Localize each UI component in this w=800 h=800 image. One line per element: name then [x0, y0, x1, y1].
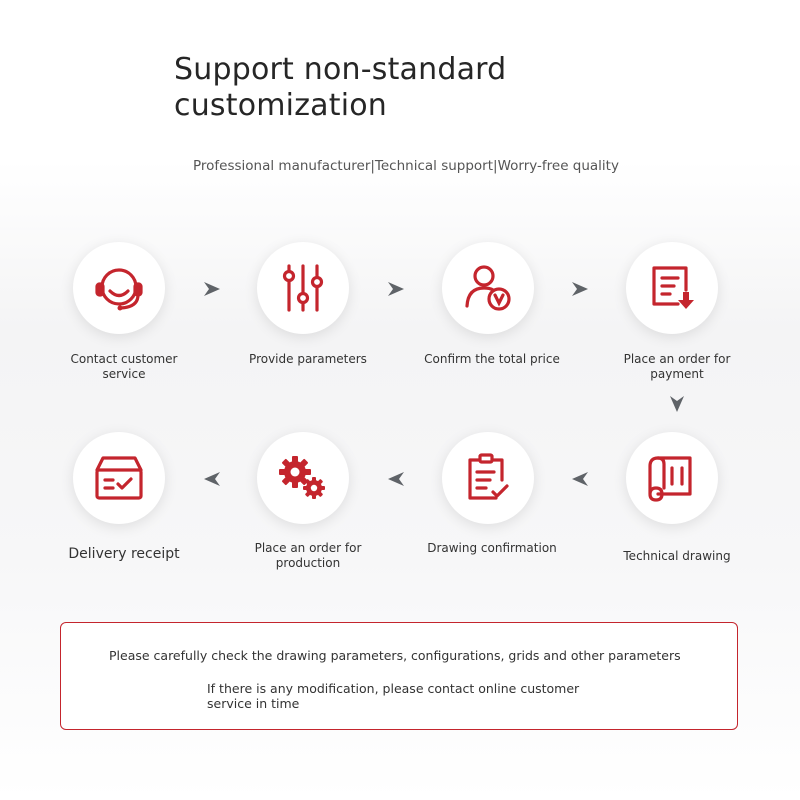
step-label-place-order-production: Place an order for production: [254, 541, 362, 570]
arrow-right-icon: [387, 280, 405, 298]
page-subtitle: Professional manufacturer|Technical support|Worry-free quality: [193, 158, 619, 174]
step-label-technical-drawing: Technical drawing: [623, 549, 731, 563]
notice-box: [60, 622, 738, 730]
step-delivery-receipt: [73, 432, 165, 524]
step-label-drawing-confirmation: Drawing confirmation: [427, 541, 557, 555]
step-label-confirm-price: Confirm the total price: [424, 352, 560, 366]
document-download-icon: [644, 260, 700, 316]
arrow-right-icon: [203, 280, 221, 298]
scroll-blueprint-icon: [644, 450, 700, 506]
step-drawing-confirmation: [442, 432, 534, 524]
arrow-left-icon: [203, 470, 221, 488]
step-confirm-price: [442, 242, 534, 334]
step-label-contact-service: Contact customer service: [70, 352, 178, 381]
step-label-delivery-receipt: Delivery receipt: [68, 546, 180, 562]
step-label-place-order-payment: Place an order for payment: [623, 352, 731, 381]
step-contact-service: [73, 242, 165, 334]
clipboard-check-icon: [460, 450, 516, 506]
step-place-order-production: [257, 432, 349, 524]
step-label-provide-parameters: Provide parameters: [249, 352, 367, 366]
page-title: Support non-standard customization: [174, 52, 507, 123]
arrow-right-icon: [571, 280, 589, 298]
step-place-order-payment: [626, 242, 718, 334]
user-check-icon: [460, 260, 516, 316]
notice-text-contact: If there is any modification, please contact online customer service in time: [207, 681, 580, 711]
notice-text-check: Please carefully check the drawing parameters, configurations, grids and other parameters: [109, 648, 681, 663]
step-provide-parameters: [257, 242, 349, 334]
gears-icon: [275, 450, 331, 506]
arrow-down-icon: [668, 395, 686, 413]
step-technical-drawing: [626, 432, 718, 524]
package-check-icon: [91, 450, 147, 506]
arrow-left-icon: [387, 470, 405, 488]
sliders-icon: [275, 260, 331, 316]
headset-icon: [91, 260, 147, 316]
arrow-left-icon: [571, 470, 589, 488]
